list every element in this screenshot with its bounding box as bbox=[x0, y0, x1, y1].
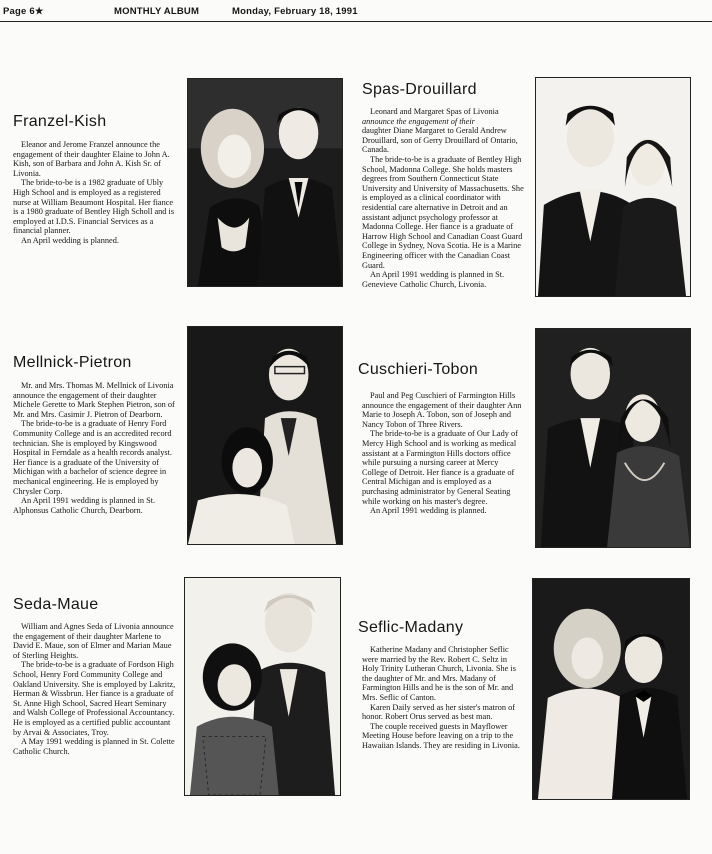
paragraph: Paul and Peg Cuschieri of Farmington Hills announce the engagement of their daughter Ann Marie to Joseph A. Tobon, son of Joseph and Nancy Tobon of Three Rivers. bbox=[362, 391, 522, 429]
article-mellnick-pietron bbox=[13, 381, 179, 515]
article-franzel-kish bbox=[13, 140, 179, 246]
article-seflic-madany bbox=[362, 645, 524, 751]
issue-date: Monday, February 18, 1991 bbox=[232, 6, 358, 17]
couple-photo-seflic-madany bbox=[532, 578, 690, 800]
paragraph: An April 1991 wedding is planned. bbox=[370, 506, 487, 516]
paragraph: Leonard and Margaret Spas of Livonia bbox=[370, 107, 499, 116]
couple-photo-seda-maue bbox=[184, 577, 341, 796]
paragraph: The bride-to-be is a graduate of Fordson High School, Henry Ford Community College and Oakland University. She is employed by Lakritz, Herman & Wissbrun. Her fiance is a graduate of St. Anne High School, Sacred Heart Seminary and Walsh College of Professional Accountancy. He is employed as a certified public accountant by Arvai & Associates, Troy. bbox=[13, 660, 176, 737]
paragraph: A May 1991 wedding is planned in St. Colette Catholic Church. bbox=[13, 737, 175, 756]
header-rule bbox=[0, 21, 712, 22]
paragraph: The bride-to-be is a graduate of Our Lady of Mercy High School and is working as medical assistant at a Farmington Hills doctors office while pursuing a nursing career at Mercy College of Detroit. Her fiance is a graduate of Central Michigan and is employed as a purchasing administrator by General Seating while working on his master's degree. bbox=[362, 429, 518, 506]
section-title: MONTHLY ALBUM bbox=[114, 6, 200, 17]
page-header bbox=[0, 0, 712, 22]
article-cuschieri-tobon bbox=[362, 391, 524, 516]
paragraph: Karen Daily served as her sister's matron of honor. Robert Orus served as best man. bbox=[362, 702, 516, 722]
paragraph: Mr. and Mrs. Thomas M. Mellnick of Livonia announce the engagement of their daughter Michele Gerette to Mark Stephen Pietron, son of Mr. and Mrs. Casimir J. Pietron of Dearborn. bbox=[13, 381, 175, 419]
paragraph: An April wedding is planned. bbox=[21, 235, 119, 245]
paragraph: An April 1991 wedding is planned in St. Alphonsus Catholic Church, Dearborn. bbox=[13, 496, 156, 515]
paragraph: An April 1991 wedding is planned in St. Genevieve Catholic Church, Livonia. bbox=[362, 270, 505, 289]
headline-seflic-madany: Seflic-Madany bbox=[358, 619, 464, 636]
paragraph: The couple received guests in Mayflower Meeting House before leaving on a trip to the Hawaiian Islands. They are residing in Livonia. bbox=[362, 721, 520, 750]
paragraph: The bride-to-be is a 1982 graduate of Ubly High School and is employed as a registered nurse at William Beaumont Hospital. Her fiance is a 1980 graduate of Bentley High Scholl and is employed at I.D.S. Financial Services as a financial planner. bbox=[13, 178, 175, 236]
headline-franzel-kish: Franzel-Kish bbox=[13, 113, 107, 130]
couple-photo-spas-drouillard bbox=[535, 77, 691, 297]
article-spas-drouillard bbox=[362, 107, 524, 289]
couple-photo-mellnick-pietron bbox=[187, 326, 343, 545]
couple-photo-cuschieri-tobon bbox=[535, 328, 691, 548]
couple-photo-franzel-kish bbox=[187, 78, 343, 287]
paragraph: The bride-to-be is a graduate of Bentley High School, Madonna College. She holds masters degrees from Southern Connecticut State University and University of Massachusetts. She is employed as a clinical coordinator with residential care alternative in Detroit and an assistant adjunct psychology professor at Madonna College. Her fiance is a graduate of Harrow High School and Canadian Coast Guard College in Sydney, Nova Scotia. He is a Marine Engineering officer with the Canadian Coast Guard. bbox=[362, 154, 524, 270]
paragraph: daughter Diane Margaret to Gerald Andrew Drouillard, son of Gerry Drouillard of Ontario, Canada. bbox=[362, 126, 518, 155]
paragraph: Eleanor and Jerome Franzel announce the engagement of their daughter Elaine to John A. Kish, son of Barbara and John A. Kish Sr. of Livonia. bbox=[13, 140, 170, 178]
headline-spas-drouillard: Spas-Drouillard bbox=[362, 81, 477, 98]
headline-seda-maue: Seda-Maue bbox=[13, 596, 99, 613]
page-number: Page 6★ bbox=[3, 6, 44, 17]
headline-cuschieri-tobon: Cuschieri-Tobon bbox=[358, 361, 479, 378]
headline-mellnick-pietron: Mellnick-Pietron bbox=[13, 354, 132, 371]
paragraph: The bride-to-be is a graduate of Henry Ford Community College and is an accredited record technician. She is employed by Kingswood Hospital in Ferndale as a health records analyst. Her fiance is a graduate of the University of Michigan with a bachelor of science degree in mechanical engineering. He is employed by Chrysler Corp. bbox=[13, 419, 172, 496]
article-seda-maue bbox=[13, 622, 179, 756]
paragraph: William and Agnes Seda of Livonia announce the engagement of their daughter Marlene to David E. Maue, son of Elmer and Marian Maue of Sterling Heights. bbox=[13, 622, 174, 660]
paragraph: Katherine Madany and Christopher Seflic were married by the Rev. Robert C. Seltz in Holy Trinity Lutheran Church, Livonia. She is the daughter of Mr. and Mrs. Madany of Farmington Hills and he is the son of Mr. and Mrs. Seflic of Canton. bbox=[362, 645, 516, 702]
paragraph: announce the engagement of their bbox=[362, 116, 475, 126]
